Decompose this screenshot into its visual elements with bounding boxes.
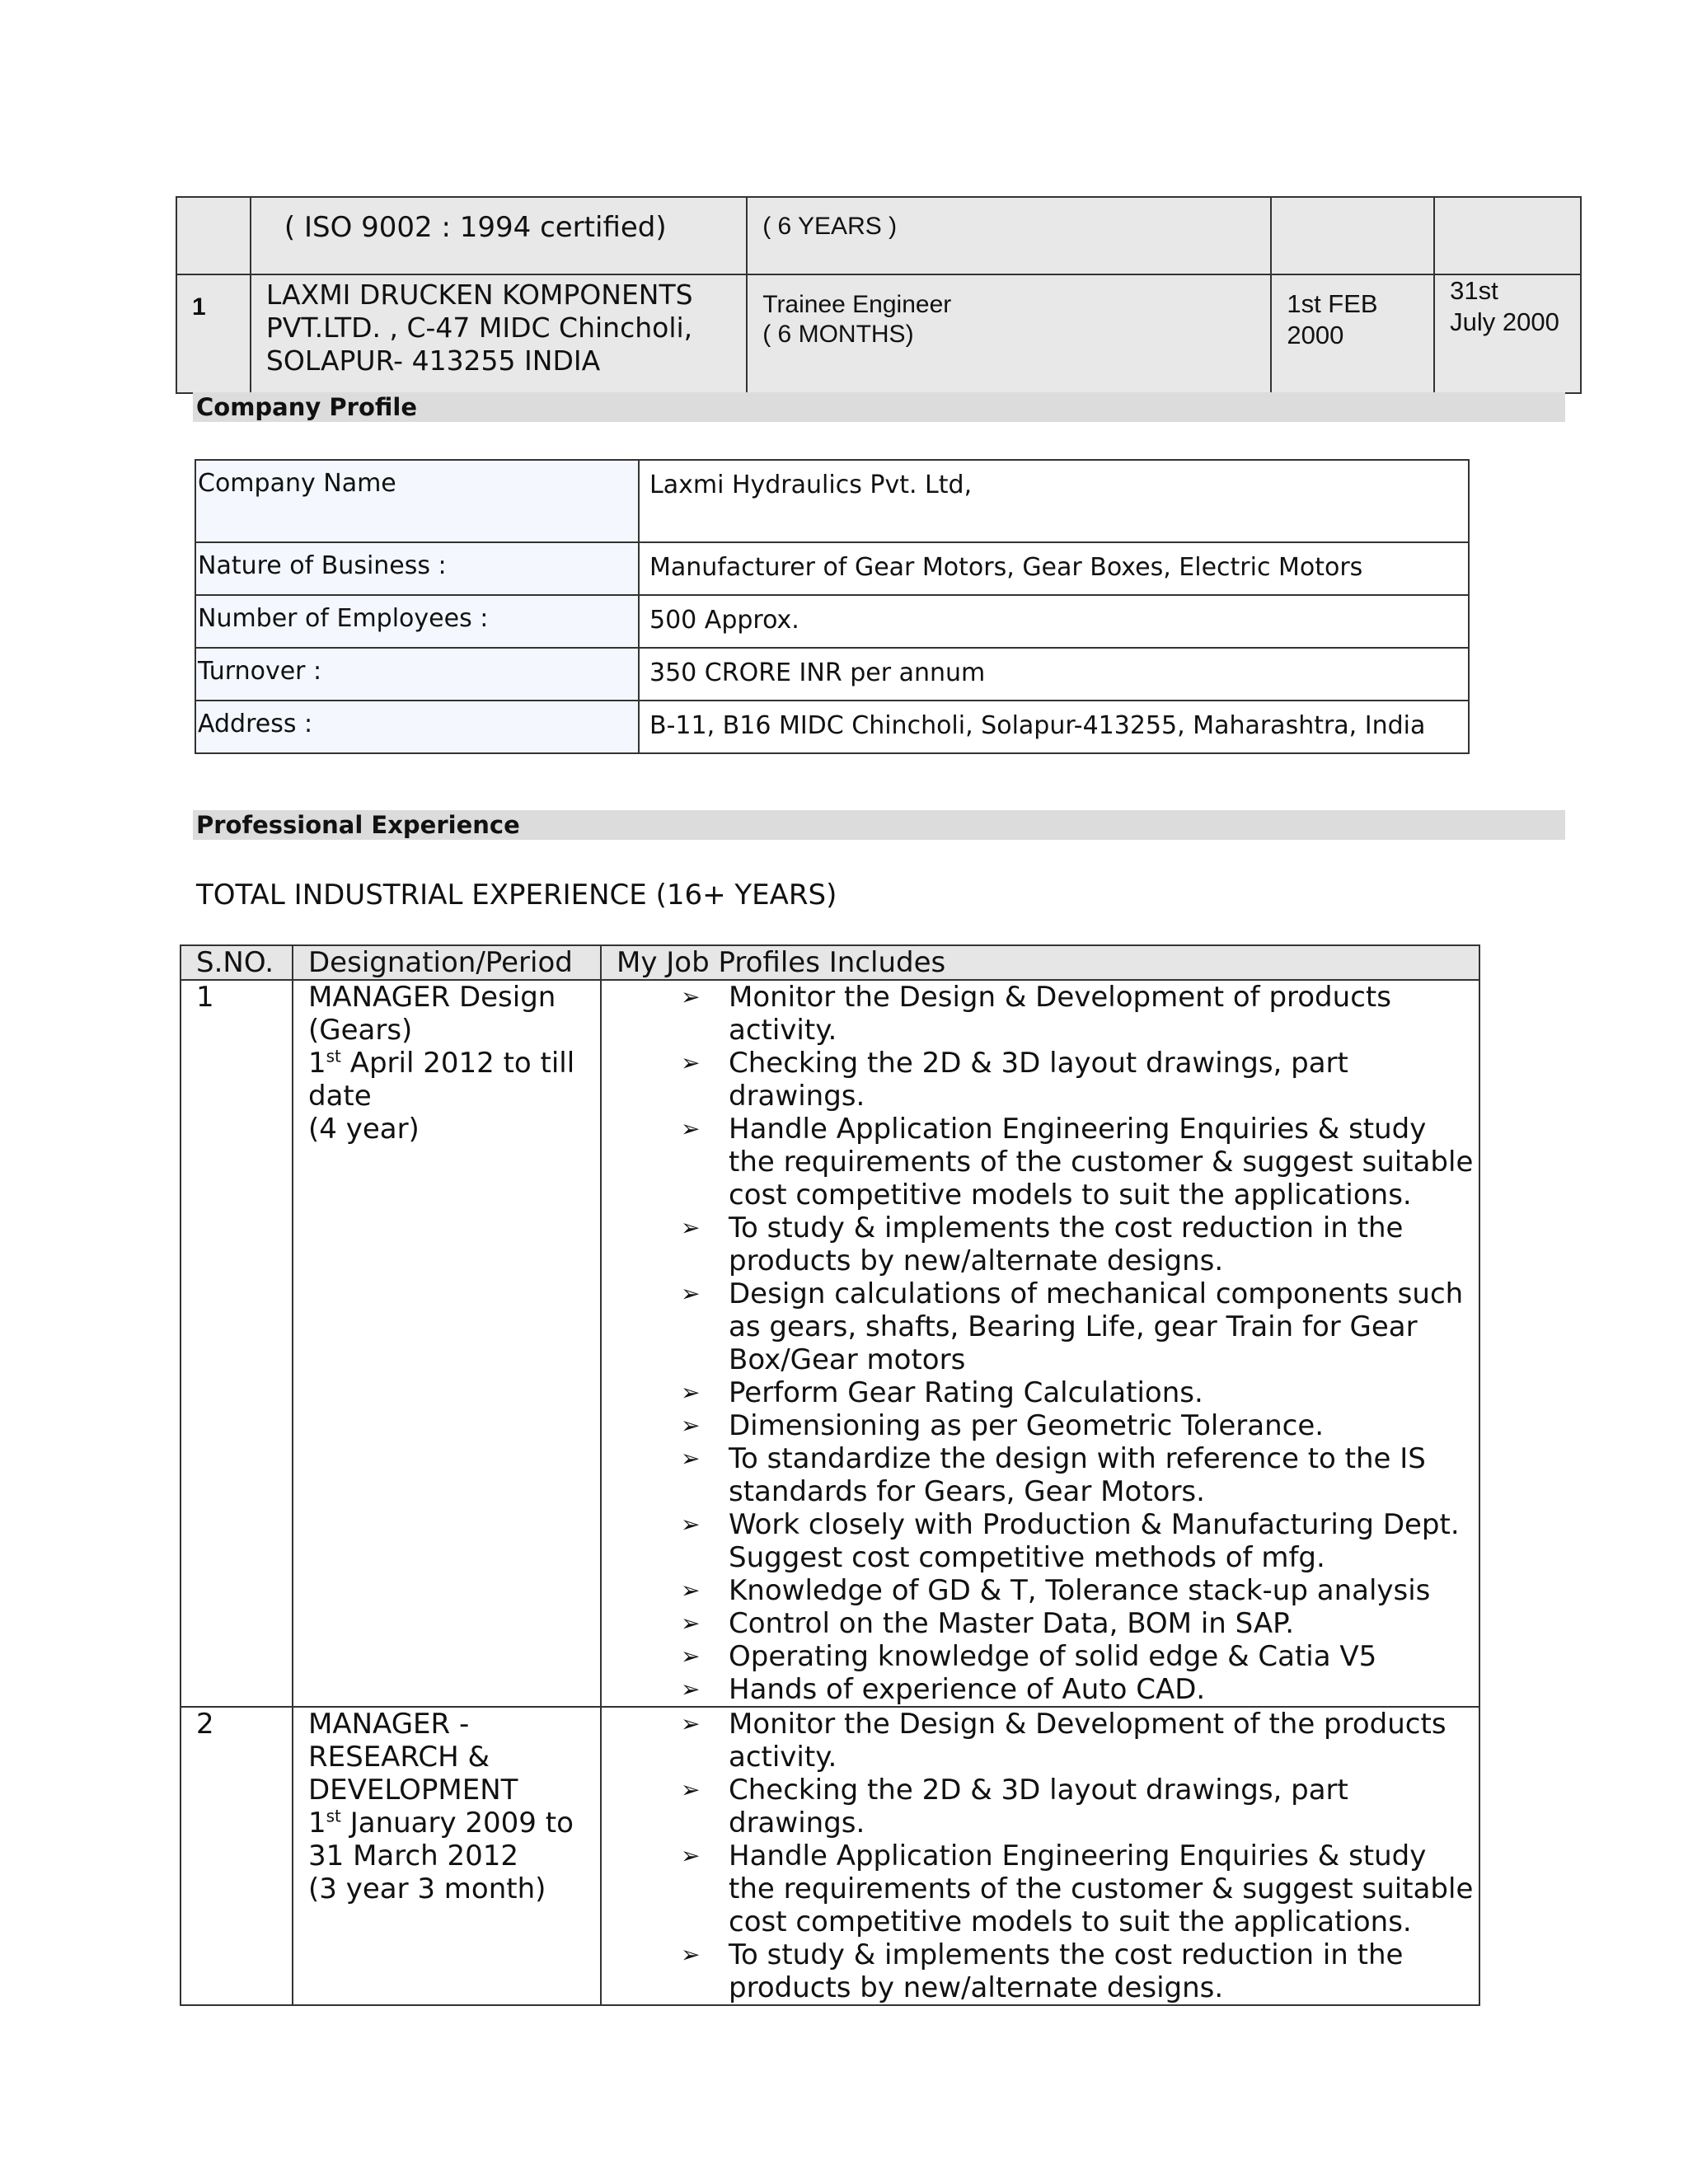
- period-day: 1: [308, 1807, 326, 1840]
- list-item: ➢ Design calculations of mechanical components such as gears, shafts, Bearing Life, gear Train for Gear Box/Gear motors: [681, 1277, 1479, 1376]
- company-profile-heading-bar: [193, 392, 1565, 422]
- date-line: 2000: [1287, 321, 1344, 349]
- employer-line: SOLAPUR- 413255 INDIA: [265, 344, 601, 377]
- employment-row: [176, 274, 1581, 393]
- profile-label: Address :: [195, 701, 639, 753]
- designation-period: [308, 1807, 600, 1872]
- employment-table: [176, 196, 1582, 394]
- designation-duration: (4 year): [308, 1113, 420, 1146]
- list-item: ➢ Control on the Master Data, BOM in SAP.: [681, 1607, 1479, 1640]
- period-day: 1: [308, 1047, 326, 1080]
- employment-row-header: [176, 197, 1581, 274]
- employment-cell-empty: [176, 197, 251, 274]
- list-item: ➢ Knowledge of GD & T, Tolerance stack-up analysis: [681, 1574, 1479, 1607]
- total-experience: TOTAL INDUSTRIAL EXPERIENCE (16+ YEARS): [196, 879, 837, 912]
- list-item: ➢ Hands of experience of Auto CAD.: [681, 1673, 1479, 1706]
- experience-row: [181, 1707, 1479, 2005]
- profile-value: B-11, B16 MIDC Chincholi, Solapur-413255, Maharashtra, India: [639, 701, 1469, 753]
- employment-role: [747, 274, 1271, 393]
- experience-row: [181, 980, 1479, 1707]
- header-sno: S.NO.: [181, 945, 293, 980]
- experience-profile: [601, 980, 1479, 1707]
- header-designation: Designation/Period: [293, 945, 601, 980]
- list-item: ➢ To standardize the design with reference to the IS standards for Gears, Gear Motors.: [681, 1442, 1479, 1508]
- employment-to-date: [1434, 274, 1581, 393]
- professional-experience-heading: Professional Experience: [196, 811, 520, 839]
- list-item: ➢ Checking the 2D & 3D layout drawings, part drawings.: [681, 1774, 1479, 1840]
- period-day-suffix: st: [326, 1806, 341, 1826]
- company-profile-heading: Company Profile: [196, 393, 417, 421]
- employment-from-date: [1271, 274, 1434, 393]
- role-line: ( 6 MONTHS): [762, 321, 914, 348]
- experience-table: [180, 944, 1480, 2006]
- employer-name: [251, 274, 747, 393]
- profile-row: [195, 701, 1469, 753]
- designation-title: MANAGER Design (Gears): [308, 981, 556, 1047]
- employment-cell-empty: [1434, 197, 1581, 274]
- experience-designation: [293, 1707, 601, 2005]
- list-item: ➢ Handle Application Engineering Enquiries & study the requirements of the customer & suggest suitable cost competitive models to suit the applications.: [681, 1113, 1479, 1212]
- employer-line: LAXMI DRUCKEN KOMPONENTS: [265, 279, 693, 311]
- list-item: ➢ Work closely with Production & Manufacturing Dept. Suggest cost competitive methods of mfg.: [681, 1508, 1479, 1574]
- job-profile-list: [617, 981, 1479, 1706]
- experience-header-row: [181, 945, 1479, 980]
- list-item: ➢ Monitor the Design & Development of the products activity.: [681, 1708, 1479, 1774]
- profile-label: Company Name: [195, 460, 639, 542]
- list-item: ➢ To study & implements the cost reduction in the products by new/alternate designs.: [681, 1938, 1479, 2004]
- iso-certification: ( ISO 9002 : 1994 certified): [251, 197, 747, 274]
- period-day-suffix: st: [326, 1046, 341, 1066]
- date-line: 1st FEB: [1287, 289, 1378, 318]
- date-line: 31st: [1450, 276, 1498, 305]
- profile-value: Laxmi Hydraulics Pvt. Ltd,: [639, 460, 1469, 542]
- list-item: ➢ To study & implements the cost reduction in the products by new/alternate designs.: [681, 1212, 1479, 1277]
- years-duration: ( 6 YEARS ): [747, 197, 1271, 274]
- profile-row: [195, 542, 1469, 595]
- list-item: ➢ Perform Gear Rating Calculations.: [681, 1376, 1479, 1409]
- experience-sno: 1: [181, 980, 293, 1707]
- date-line: July 2000: [1450, 307, 1559, 336]
- list-item: ➢ Operating knowledge of solid edge & Catia V5: [681, 1640, 1479, 1673]
- profile-label: Nature of Business :: [195, 542, 639, 595]
- list-item: ➢ Monitor the Design & Development of products activity.: [681, 981, 1479, 1047]
- employment-number: 1: [176, 274, 251, 393]
- profile-row: [195, 595, 1469, 648]
- profile-row: [195, 460, 1469, 542]
- company-profile-table: [195, 459, 1470, 754]
- profile-value: Manufacturer of Gear Motors, Gear Boxes, Electric Motors: [639, 542, 1469, 595]
- employment-cell-empty: [1271, 197, 1434, 274]
- employer-line: PVT.LTD. , C-47 MIDC Chincholi,: [265, 312, 693, 344]
- header-job-profile: My Job Profiles Includes: [601, 945, 1479, 980]
- period-rest: January 2009 to 31 March 2012: [308, 1807, 574, 1872]
- list-item: ➢ Checking the 2D & 3D layout drawings, part drawings.: [681, 1047, 1479, 1113]
- experience-profile: [601, 1707, 1479, 2005]
- designation-duration: (3 year 3 month): [308, 1872, 546, 1905]
- list-item: ➢ Handle Application Engineering Enquiries & study the requirements of the customer & suggest suitable cost competitive models to suit the applications.: [681, 1840, 1479, 1938]
- job-profile-list: [617, 1708, 1479, 2004]
- profile-value: 350 CRORE INR per annum: [639, 648, 1469, 701]
- period-rest: April 2012 to till date: [308, 1047, 575, 1113]
- list-item: ➢ Dimensioning as per Geometric Tolerance.: [681, 1409, 1479, 1442]
- role-line: Trainee Engineer: [762, 291, 952, 318]
- profile-label: Turnover :: [195, 648, 639, 701]
- profile-value: 500 Approx.: [639, 595, 1469, 648]
- designation-title: MANAGER - RESEARCH & DEVELOPMENT: [308, 1708, 518, 1807]
- professional-experience-heading-bar: [193, 810, 1565, 840]
- profile-row: [195, 648, 1469, 701]
- experience-sno: 2: [181, 1707, 293, 2005]
- profile-label: Number of Employees :: [195, 595, 639, 648]
- experience-designation: [293, 980, 601, 1707]
- designation-period: [308, 1047, 600, 1113]
